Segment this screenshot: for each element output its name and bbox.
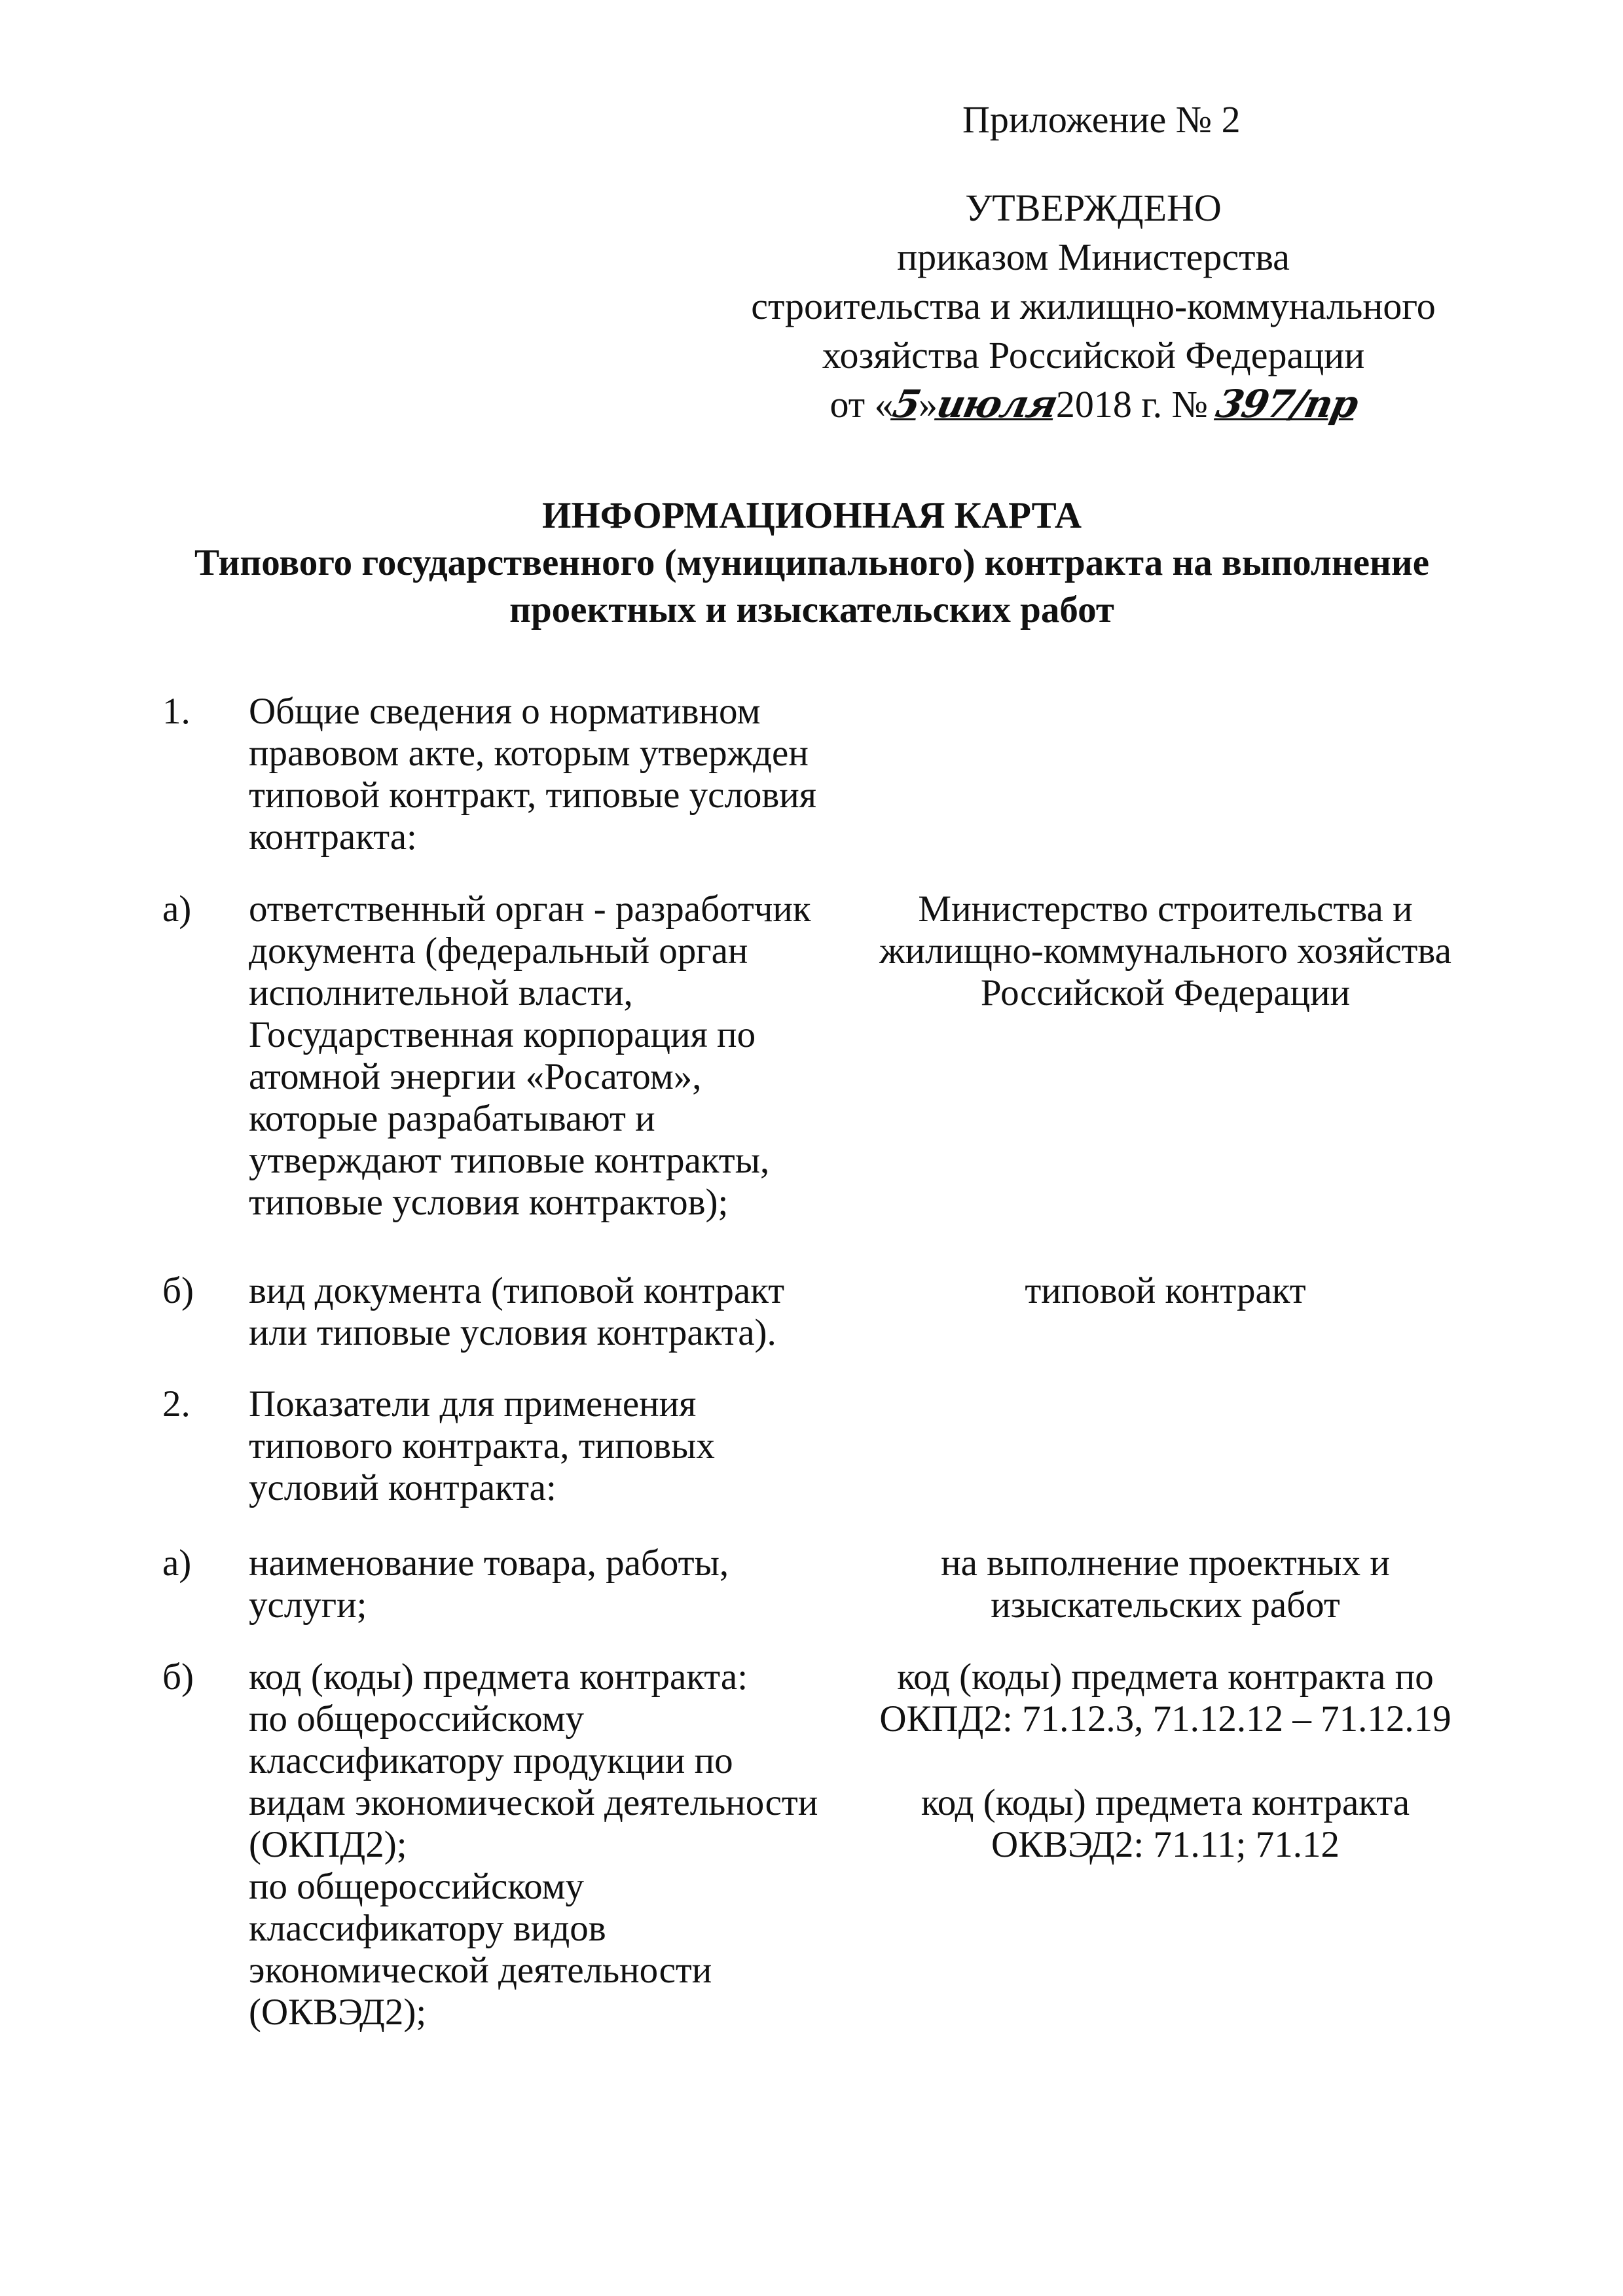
row-2a-text (249, 1542, 858, 1626)
handwritten-order-number: 397/пр (1213, 382, 1362, 426)
value-line-okved-1: код (коды) предмета контракта (921, 1782, 1410, 1823)
text-line: типовые условия контрактов); (249, 1182, 729, 1223)
text-line: классификатору продукции по (249, 1740, 733, 1781)
row-1a-value (851, 888, 1480, 1014)
order-line-3: хозяйства Российской Федерации (822, 334, 1365, 376)
text-line: видам экономической деятельности (249, 1782, 818, 1823)
text-line: типового контракта, типовых (249, 1425, 715, 1467)
text-line: ответственный орган - разработчик (249, 888, 811, 930)
date-mid: » (919, 383, 938, 426)
text-line: атомной энергии «Росатом», (249, 1056, 702, 1097)
order-date-line (707, 380, 1480, 429)
value-line-okpd-2: ОКПД2: 71.12.3, 71.12.12 – 71.12.19 (879, 1698, 1451, 1740)
handwritten-day: 5 (888, 382, 924, 426)
row-2-text (249, 1383, 858, 1509)
text-line: по общероссийскому (249, 1698, 585, 1740)
title-sub-line-2: проектных и изыскательских работ (509, 589, 1114, 630)
value-line: жилищно-коммунального хозяйства (879, 930, 1451, 972)
text-line: (ОКПД2); (249, 1824, 407, 1865)
row-1a-number: а) (162, 888, 192, 930)
text-line: Показатели для применения (249, 1383, 697, 1425)
text-line: условий контракта: (249, 1467, 556, 1508)
text-line: Общие сведения о нормативном (249, 691, 761, 732)
text-line: наименование товара, работы, (249, 1542, 729, 1584)
text-line: исполнительной власти, (249, 972, 633, 1013)
spacer (851, 1740, 1480, 1782)
date-prefix: от « (830, 383, 894, 426)
approval-block (707, 183, 1480, 429)
title-sub-line-1: Типового государственного (муниципального) контракта на выполнение (194, 542, 1430, 583)
date-year: 2018 г. № (1055, 383, 1208, 426)
text-line: контракта: (249, 816, 417, 858)
row-2a-number: а) (162, 1542, 192, 1584)
text-line: или типовые условия контракта). (249, 1312, 776, 1353)
text-line: услуги; (249, 1584, 367, 1626)
row-2b-text (249, 1656, 858, 2033)
row-2-number: 2. (162, 1383, 191, 1425)
text-line: по общероссийскому (249, 1866, 585, 1907)
title-main: ИНФОРМАЦИОННАЯ КАРТА (542, 495, 1082, 536)
text-line: которые разрабатывают и (249, 1098, 655, 1139)
value-line-okved-2: ОКВЭД2: 71.11; 71.12 (991, 1824, 1340, 1865)
value-line: на выполнение проектных и (941, 1542, 1390, 1584)
row-1b-value (851, 1270, 1480, 1312)
value-line: Министерство строительства и (918, 888, 1413, 930)
row-1a-text (249, 888, 858, 1224)
row-2a-value (851, 1542, 1480, 1626)
document-title (118, 492, 1506, 634)
row-1-text (249, 691, 858, 858)
text-line: классификатору видов (249, 1908, 606, 1949)
text-line: типовой контракт, типовые условия (249, 774, 817, 816)
text-line: вид документа (типовой контракт (249, 1270, 785, 1311)
order-line-2: строительства и жилищно-коммунального (751, 285, 1436, 327)
text-line: Государственная корпорация по (249, 1014, 756, 1055)
row-2b-value (851, 1656, 1480, 1866)
row-1-number: 1. (162, 691, 191, 732)
value-line-okpd-1: код (коды) предмета контракта по (897, 1656, 1434, 1698)
value-line: Российской Федерации (980, 972, 1351, 1013)
value-line: изыскательских работ (991, 1584, 1340, 1626)
row-1b-text (249, 1270, 858, 1354)
text-line: утверждают типовые контракты, (249, 1140, 770, 1181)
text-line: документа (федеральный орган (249, 930, 748, 972)
approved-stamp: УТВЕРЖДЕНО (965, 187, 1222, 229)
text-line: код (коды) предмета контракта: (249, 1656, 748, 1698)
text-line: экономической деятельности (249, 1950, 712, 1991)
row-2b-number: б) (162, 1656, 194, 1698)
text-line: (ОКВЭД2); (249, 1992, 427, 2033)
order-line-1: приказом Министерства (897, 236, 1290, 278)
text-line: правовом акте, которым утвержден (249, 733, 809, 774)
appendix-label: Приложение № 2 (962, 98, 1241, 141)
value-line: типовой контракт (1025, 1270, 1306, 1311)
row-1b-number: б) (162, 1270, 194, 1311)
handwritten-month: июля (932, 382, 1061, 426)
